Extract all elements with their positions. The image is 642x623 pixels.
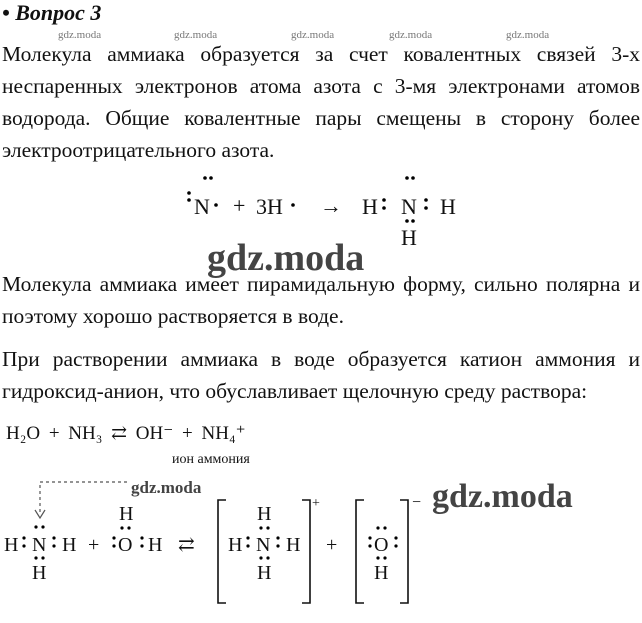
equation-plus: + — [48, 423, 60, 444]
formation-arrow: → — [320, 193, 342, 218]
formation-h-right: H — [440, 194, 456, 219]
lewis-nh4-h-bottom: H — [257, 562, 272, 584]
lewis-nh4-charge: + — [312, 496, 320, 511]
formation-h-left: H — [362, 194, 378, 219]
formation-h-bottom: H — [401, 225, 417, 250]
ionization-equation — [6, 422, 246, 445]
lewis-arrow: ⇄ — [178, 534, 195, 556]
question-heading: • Вопрос 3 — [2, 0, 102, 25]
lewis-h2o-o: O — [118, 534, 133, 556]
watermark-small: gdz.moda — [389, 29, 433, 41]
lewis-nh3-n: N — [32, 534, 47, 556]
equation-nh3: NH₃ — [68, 423, 103, 444]
formation-n: N — [194, 194, 210, 219]
equation-plus-2: + — [182, 423, 193, 444]
formation-3h: 3H — [256, 194, 283, 219]
lewis-nh4-h-left: H — [228, 534, 243, 556]
watermark-large: gdz.moda — [207, 237, 365, 279]
paragraph-shape: Молекула аммиака имеет пирамидальную форму, сильно полярна и поэтому хорошо растворяется в воде. — [2, 272, 640, 328]
paragraph-dissolution: При растворении аммиака в воде образуется катион аммония и гидроксид-анион, что обуславливает щелочную среду раствора: — [2, 347, 640, 403]
watermark-medium: gdz.moda — [131, 478, 202, 497]
lewis-plus-2: + — [326, 534, 338, 556]
lewis-nh4-h-top: H — [257, 503, 272, 525]
paragraph-formation: Молекула аммиака образуется за счет ковалентных связей 3-х неспаренных электронов атома азота с 3-мя электронами атомов водорода. Общие ковалентные пары смещены в сторону более электроотрицательного азота. — [2, 42, 640, 162]
watermark-small: gdz.moda — [506, 29, 550, 41]
formation-plus: + — [233, 193, 246, 218]
formation-n-center: N — [401, 194, 417, 219]
equation-caption: ион аммония — [172, 452, 250, 467]
lewis-oh-o: O — [374, 534, 389, 556]
lewis-h2o-h-right: H — [148, 534, 163, 556]
lewis-nh3-h-left: H — [4, 534, 19, 556]
equation-oh: OH⁻ — [135, 423, 174, 444]
equation-h2o: H₂O — [6, 423, 41, 444]
watermark-small: gdz.moda — [291, 29, 335, 41]
lewis-oh-h: H — [374, 562, 389, 584]
lewis-nh4-h-right: H — [286, 534, 301, 556]
watermark-large: gdz.moda — [432, 478, 573, 515]
watermark-small: gdz.moda — [174, 29, 218, 41]
lewis-nh3-h-bottom: H — [32, 562, 47, 584]
watermark-small: gdz.moda — [58, 29, 102, 41]
equation-arrow: ⇄ — [111, 423, 128, 444]
lewis-h2o-h-top: H — [119, 503, 134, 525]
lewis-nh4-n: N — [256, 534, 271, 556]
equation-nh4: NH₄⁺ — [201, 423, 246, 444]
lewis-nh3-h-right: H — [62, 534, 77, 556]
lewis-oh-charge: − — [412, 494, 422, 511]
lewis-plus-1: + — [88, 534, 100, 556]
